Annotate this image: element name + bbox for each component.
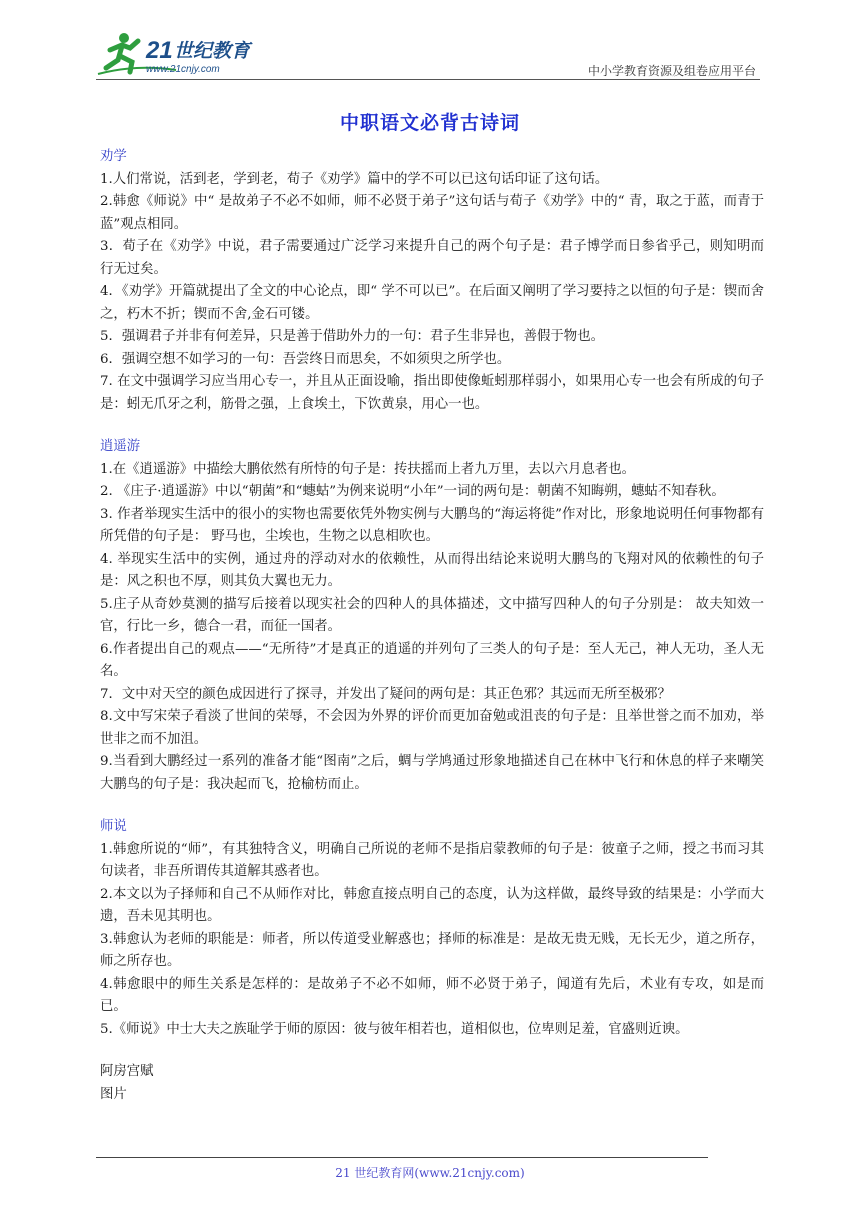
list-item: 5.庄子从奇妙莫测的描写后接着以现实社会的四种人的具体描述，文中描写四种人的句子分别是： 故夫知效一官，行比一乡，德合一君，而征一国者。 xyxy=(100,596,764,634)
list-item: 4.韩愈眼中的师生关系是怎样的：是故弟子不必不如师，师不必贤于弟子，闻道有先后，术业有专攻，如是而已。 xyxy=(100,976,764,1014)
section-title: 阿房宫赋 xyxy=(100,1064,154,1079)
list-item: 1.在《逍遥游》中描绘大鹏依然有所恃的句子是：抟扶摇而上者九万里，去以六月息者也。 xyxy=(100,461,636,477)
list-item: 2. 《庄子·逍遥游》中以“朝菌”和“蟪蛄”为例来说明“小年”一词的两句是：朝菌不知晦朔，蟪蛄不知春秋。 xyxy=(100,484,725,499)
list-item: 图片 xyxy=(100,1086,127,1102)
page-title: 中职语文必背古诗词 xyxy=(339,112,520,134)
svg-text:21: 21 xyxy=(146,37,173,64)
list-item: 6.作者提出自己的观点——“无所待”才是真正的逍遥的并列句了三类人的句子是：至人无己，神人无功，圣人无名。 xyxy=(100,641,764,679)
list-item: 5.《师说》中士大夫之族耻学于师的原因：彼与彼年相若也，道相似也，位卑则足羞，官盛则近谀。 xyxy=(100,1021,689,1037)
section-title: 逍遥游 xyxy=(100,439,141,454)
logo-21cnjy xyxy=(96,26,266,78)
list-item: 7．文中对天空的颜色成因进行了探寻，并发出了疑问的两句是：其正色邪？其远而无所至极邪？ xyxy=(100,686,671,702)
section-title: 师说 xyxy=(100,819,127,834)
list-item: 3．荀子在《劝学》中说，君子需要通过广泛学习来提升自己的两个句子是：君子博学而日参省乎己，则知明而行无过矣。 xyxy=(100,239,764,277)
list-item: 3.韩愈认为老师的职能是：师者，所以传道受业解惑也；择师的标准是：是故无贵无贱，无长无少，道之所存，师之所存也。 xyxy=(100,931,764,969)
list-item: 1.韩愈所说的“师”，有其独特含义，明确自己所说的老师不是指启蒙教师的句子是：彼童子之师，授之书而习其句读者，非吾所谓传其道解其惑者也。 xyxy=(100,841,764,879)
list-item: 4．《劝学》开篇就提出了全文的中心论点，即“ 学不可以已”。在后面又阐明了学习要持之以恒的句子是：锲而舍之，朽木不折；锲而不舍,金石可镂。 xyxy=(100,284,764,322)
svg-text:www.21cnjy.com: www.21cnjy.com xyxy=(146,64,220,75)
list-item: 6．强调空想不如学习的一句：吾尝终日而思矣，不如须臾之所学也。 xyxy=(100,351,511,367)
section-shishuo xyxy=(100,816,764,1041)
section-title: 劝学 xyxy=(100,149,127,164)
list-item: 4. 举现实生活中的实例，通过舟的浮动对水的依赖性，从而得出结论来说明大鹏鸟的飞翔对风的依赖性的句子是：风之积也不厚，则其负大翼也无力。 xyxy=(100,551,764,589)
list-item: 8.文中写宋荣子看淡了世间的荣辱，不会因为外界的评价而更加奋勉或沮丧的句子是：且举世誉之而不加劝，举世非之而不加沮。 xyxy=(100,709,764,747)
svg-text:世纪教育: 世纪教育 xyxy=(174,40,251,62)
section-xiaoyaoyou xyxy=(100,436,764,796)
list-item: 2.韩愈《师说》中“ 是故弟子不必不如师，师不必贤于弟子”这句话与荀子《劝学》中的“ 青，取之于蓝，而青于蓝”观点相同。 xyxy=(100,194,764,232)
header-divider xyxy=(96,79,760,80)
list-item: 7. 在文中强调学习应当用心专一，并且从正面设喻，指出即使像蚯蚓那样弱小，如果用心专一也会有所成的句子是：蚓无爪牙之利，筋骨之强，上食埃土，下饮黄泉，用心一也。 xyxy=(100,374,764,412)
list-item: 9.当看到大鹏经过一系列的准备才能“图南”之后，蜩与学鸠通过形象地描述自己在林中飞行和休息的样子来嘲笑大鹏鸟的句子是：我决起而飞，抢榆枋而止。 xyxy=(100,754,764,792)
section-quanxue xyxy=(100,146,764,416)
list-item: 5．强调君子并非有何差异，只是善于借助外力的一句：君子生非异也，善假于物也。 xyxy=(100,329,604,344)
list-item: 1.人们常说，活到老，学到老，荀子《劝学》篇中的学不可以已这句话印证了这句话。 xyxy=(100,171,609,187)
list-item: 2.本文以为子择师和自己不从师作对比，韩愈直接点明自己的态度，认为这样做，最终导致的结果是：小学而大遗，吾未见其明也。 xyxy=(100,886,764,924)
list-item: 3. 作者举现实生活中的很小的实物也需要依凭外物实例与大鹏鸟的“海运将徙”作对比，形象地说明任何事物都有所凭借的句子是： 野马也，尘埃也，生物之以息相吹也。 xyxy=(100,506,764,544)
page-header xyxy=(96,26,760,78)
page-footer: 21 世纪教育网(www.21cnjy.com) xyxy=(335,1166,525,1180)
section-epanggongfu xyxy=(100,1061,764,1106)
document-body xyxy=(100,146,764,1126)
header-platform-text: 中小学教育资源及组卷应用平台 xyxy=(587,64,756,78)
footer-divider xyxy=(96,1157,708,1158)
